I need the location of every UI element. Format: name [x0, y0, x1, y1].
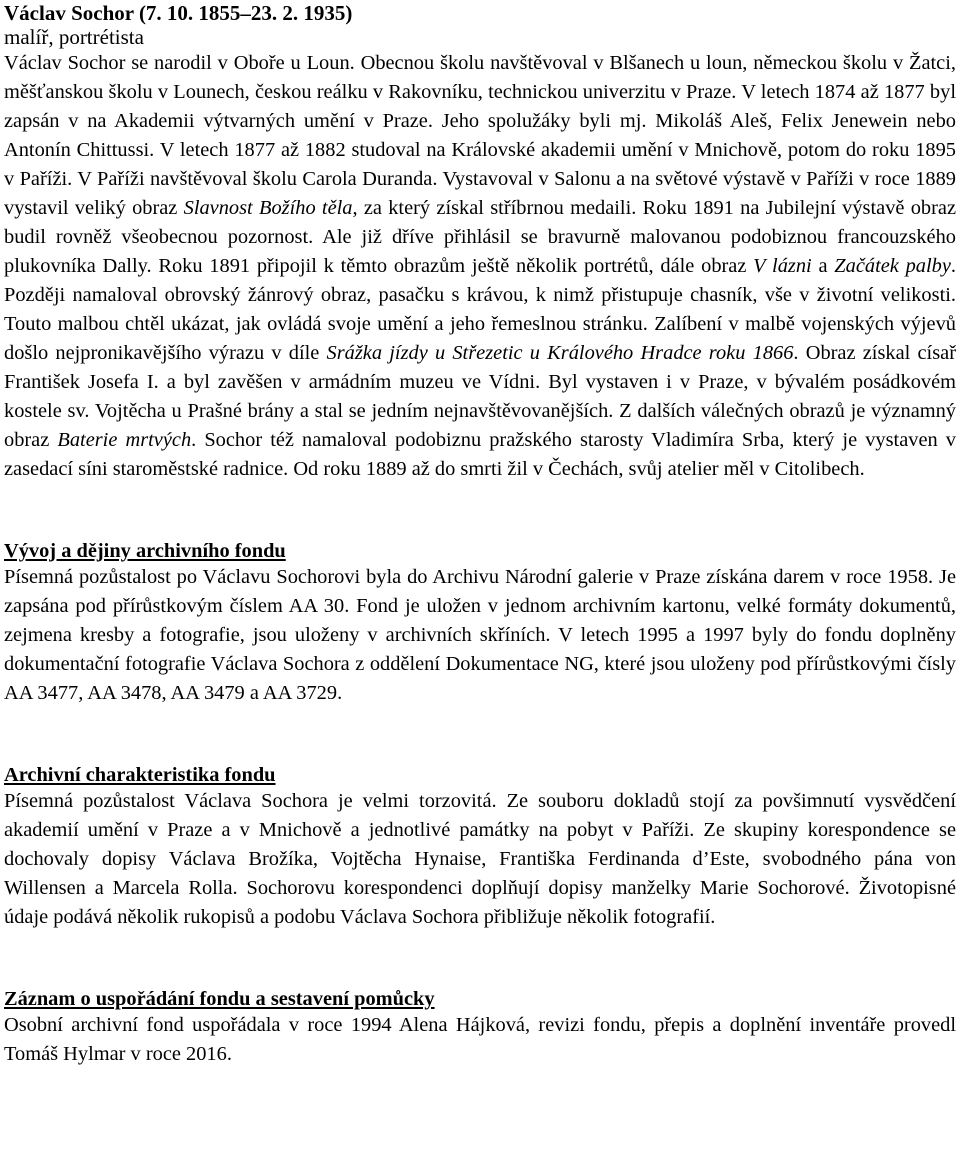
- biography-paragraph: [4, 49, 956, 484]
- section-heading: Archivní charakteristika fondu: [4, 764, 276, 786]
- section-text: Písemná pozůstalost po Václavu Sochorovi byla do Archivu Národní galerie v Praze získána darem v roce 1958. Je zapsána pod přírůstkovým číslem AA 30. Fond je uložen v jednom archivním kartonu, velké formáty dokumentů, zejmena kresby a fotografie, jsou uloženy v archivních skříních. V letech 1995 a 1997 byly do fondu doplněny dokumentační fotografie Václava Sochora z oddělení Dokumentace NG, které jsou uloženy pod přírůstkovými čísly AA 3477, AA 3478, AA 3479 a AA 3729.: [4, 566, 956, 704]
- work-title: Začátek palby: [834, 255, 951, 277]
- work-title: V lázni: [753, 255, 812, 277]
- bio-text: a: [811, 255, 835, 277]
- section-heading: Vývoj a dějiny archivního fondu: [4, 540, 286, 562]
- section-heading: Záznam o uspořádání fondu a sestavení pomůcky: [4, 988, 435, 1010]
- section-text: Osobní archivní fond uspořádala v roce 1994 Alena Hájková, revizi fondu, přepis a doplnění inventáře provedl Tomáš Hylmar v roce 2016.: [4, 1014, 956, 1065]
- bio-text: , za který získal stříbrnou medaili. Roku 1891 na Jubilejní výstavě obraz budil rovněž všeobecnou pozornost. Ale již dříve přihlásil se bravurně malovanou podobiznou francouzského plukovníka Dally. Roku 1891 připojil k těmto obrazům ještě několik portrétů, dále obraz: [4, 197, 956, 277]
- page-subtitle: malíř, portrétista: [4, 25, 144, 49]
- section-text: Písemná pozůstalost Václava Sochora je velmi torzovitá. Ze souboru dokladů stojí za povšimnutí vysvědčení akademií umění v Praze a v Mnichově a jednotlivé památky na pobyt v Paříži. Ze skupiny korespondence se dochovaly dopisy Václava Brožíka, Vojtěcha Hynaise, Františka Ferdinanda d’Este, svobodného pána von Willensen a Marcela Rolla. Sochorovu korespondenci doplňují dopisy manželky Marie Sochorové. Životopisné údaje podává několik rukopisů a podobu Václava Sochora přibližuje několik fotografií.: [4, 790, 956, 928]
- work-title: Srážka jízdy u Střezetic u Králového Hradce roku 1866: [326, 342, 794, 364]
- bio-text: . Sochor též namaloval podobiznu pražského starosty Vladimíra Srba, který je vystaven v zasedací síni staroměstské radnice. Od roku 1889 až do smrti žil v Čechách, svůj atelier měl v Citolibech.: [4, 429, 956, 480]
- bio-text: . Obraz získal císař František Josefa I. a byl zavěšen v armádním muzeu ve Vídni. Byl vystaven i v Praze, v bývalém posádkovém kostele sv. Vojtěcha u Prašné brány a stal se jedním nejnavštěvovanějších. Z dalších válečných obrazů je významný obraz: [4, 342, 956, 451]
- work-title: Slavnost Božího těla: [183, 197, 353, 219]
- page-title: Václav Sochor (7. 10. 1855–23. 2. 1935): [4, 1, 353, 25]
- bio-text: . Později namaloval obrovský žánrový obraz, pasačku s krávou, k nimž přistupuje chasník, vše v životní velikosti. Touto malbou chtěl ukázat, jak ovládá svoje umění a jeho řemeslnou stránku. Zalíbení v malbě vojenských výjevů došlo nejpronikavějšího výrazu v díle: [4, 255, 957, 364]
- work-title: Baterie mrtvých: [57, 429, 192, 451]
- bio-lead: Václav Sochor se narodil v Oboře u Loun. Obecnou školu navštěvoval v Blšanech u loun, německou školu v Žatci, měšťanskou školu v Lounech, českou reálku v Rakovníku, technickou univerzitu v Praze. V letech 1874 až 1877 byl zapsán v na Akademii výtvarných umění v Praze. Jeho spolužáky byli mj. Mikoláš Aleš, Felix Jenewein nebo Antonín Chittussi. V letech 1877 až 1882 studoval na Královské akademii umění v Mnichově, potom do roku 1895 v Paříži. V Paříži navštěvoval školu Carola Duranda. Vystavoval v Salonu a na světové výstavě v Paříži v roce 1889 vystavil veliký obraz: [4, 52, 956, 219]
